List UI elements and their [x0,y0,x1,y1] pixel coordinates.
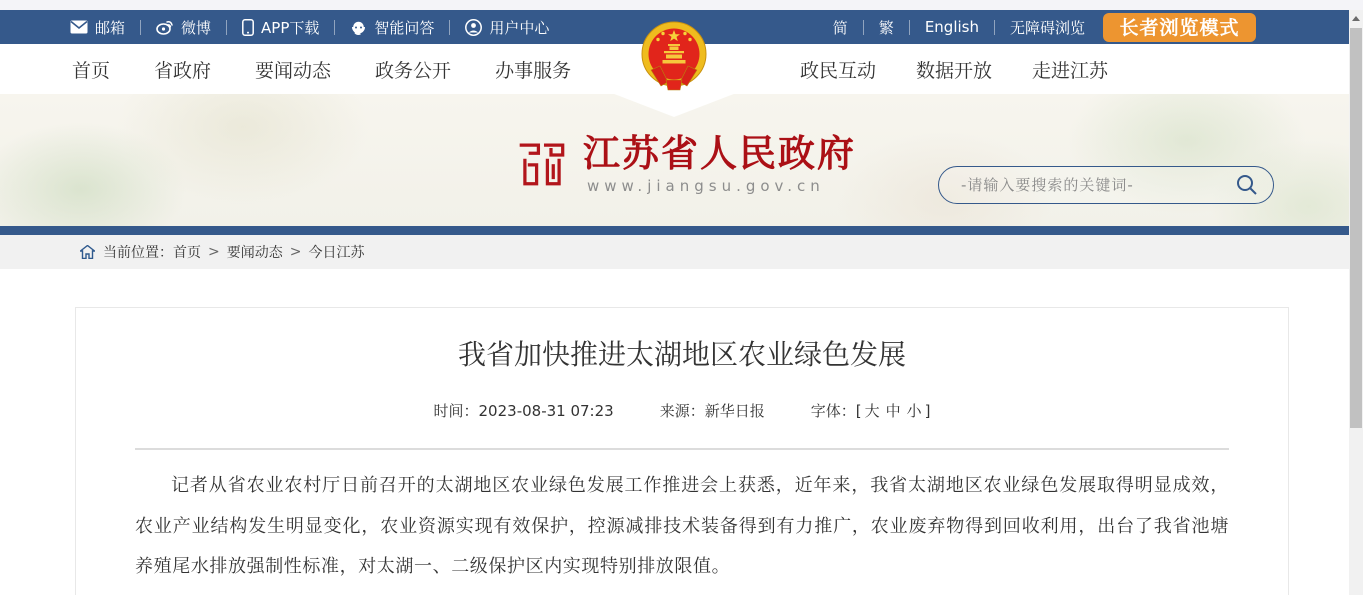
nav-item-gov-affairs[interactable]: 政务公开 [375,59,452,82]
article-card [75,307,1289,595]
separator [909,20,910,35]
separator [994,20,995,35]
weibo-icon [156,19,174,35]
vertical-scrollbar[interactable] [1349,10,1363,595]
search-icon [1235,173,1259,197]
user-icon [465,19,482,36]
separator [334,20,335,35]
brand-text [583,134,856,195]
article-title: 我省加快推进太湖地区农业绿色发展 [457,338,906,371]
nav-item-open-data[interactable]: 数据开放 [916,59,993,82]
site-url: www.jiangsu.gov.cn [587,177,825,195]
weibo-label: 微博 [181,18,212,37]
phone-icon [242,19,254,36]
nav-item-interaction[interactable]: 政民互动 [800,59,877,82]
article-body: 记者从省农业农村厅日前召开的太湖地区农业绿色发展工作推进会上获悉，近年来，我省太湖地区农业绿色发展取得明显成效，农业产业结构发生明显变化，农业资源实现有效保护，控源减排技术装备得到有力推广，农业废弃物得到回收利用，出台了我省池塘养殖尾水排放强制性标准，对太湖一、二级保护区内实现特别排放限值。 [135,475,1229,577]
breadcrumb-separator: > [289,244,302,260]
separator [863,20,864,35]
smart-qa-link[interactable] [350,17,434,38]
site-title: 江苏省人民政府 [583,132,856,175]
breadcrumb-news[interactable]: 要闻动态 [226,245,283,261]
lang-english[interactable]: English [924,18,979,36]
nav-item-home[interactable]: 首页 [72,59,111,82]
nav-item-services[interactable]: 办事服务 [495,59,572,82]
font-size-large-button[interactable]: 大 [864,402,880,420]
user-center-label: 用户中心 [489,18,550,37]
nav-right-group [800,44,1108,94]
smart-qa-label: 智能问答 [374,18,435,37]
scroll-up-button[interactable] [1349,10,1363,27]
app-download-label: APP下载 [261,18,320,37]
font-size-medium-button[interactable]: 中 [885,402,901,420]
separator [226,20,227,35]
meta-divider [135,448,1229,450]
nav-item-provincial-gov[interactable]: 省政府 [154,59,212,82]
lang-traditional[interactable]: 繁 [878,18,894,37]
scrollbar-thumb[interactable] [1350,28,1362,428]
search-button[interactable] [1235,173,1259,197]
separator [140,20,141,35]
mail-label: 邮箱 [95,18,126,37]
nav-item-about-jiangsu[interactable]: 走进江苏 [1032,59,1109,82]
blue-divider-bar [0,226,1349,235]
topbar-right-group [833,10,1085,44]
font-size-controls: 字体：[ 大 中 小 ] [810,402,931,420]
weibo-link[interactable] [156,17,211,38]
topbar-left-group [70,10,549,44]
app-download-link[interactable] [242,17,319,38]
breadcrumb-location-label: 当前位置： [103,245,173,261]
jiangsu-seal-icon [515,137,569,191]
article-meta [135,400,1229,421]
search-input[interactable] [959,175,1235,195]
search-box [938,166,1274,204]
site-brand[interactable] [515,134,856,195]
qa-icon [350,19,367,36]
accessibility-link[interactable]: 无障碍浏览 [1009,18,1085,37]
breadcrumb-today-jiangsu[interactable]: 今日江苏 [308,245,365,261]
national-emblem-icon [639,20,709,106]
lang-simplified[interactable]: 简 [832,18,848,37]
mail-icon [70,20,88,34]
elder-mode-button[interactable]: 长者浏览模式 [1103,13,1256,42]
font-size-small-button[interactable]: 小 [906,402,922,420]
article-source: 来源：新华日报 [659,402,765,420]
home-icon [80,245,95,259]
nav-left-group [72,44,571,94]
nav-item-news[interactable]: 要闻动态 [255,59,332,82]
breadcrumb [0,235,1349,269]
article-time: 时间：2023-08-31 07:23 [433,402,614,420]
breadcrumb-separator: > [208,244,220,260]
user-center-link[interactable] [465,17,549,38]
breadcrumb-home[interactable]: 首页 [173,245,201,261]
mail-link[interactable] [70,17,125,38]
separator [449,20,450,35]
scroll-up-arrow-icon [1352,16,1360,21]
